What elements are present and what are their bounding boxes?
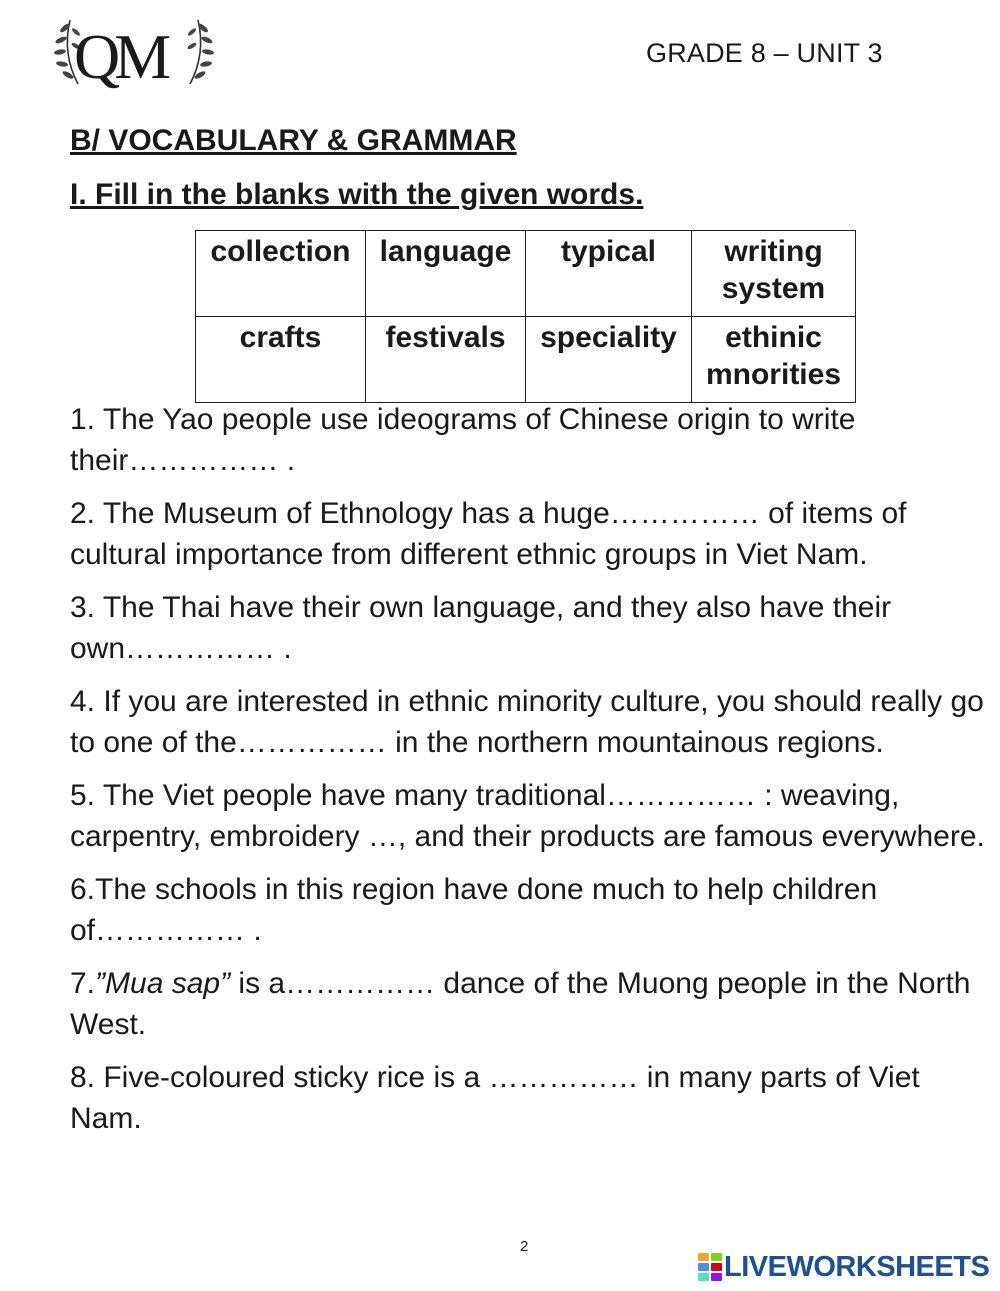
page-number: 2: [520, 1238, 529, 1255]
question-text: 8. Five-coloured sticky rice is a …………… in many parts of Viet Nam.: [70, 1061, 920, 1135]
question-item: [70, 964, 985, 1045]
grade-unit-label: GRADE 8 – UNIT 3: [646, 38, 883, 68]
qm-logo: [48, 14, 220, 94]
word-cell: collection: [196, 231, 366, 317]
liveworksheets-icon: [698, 1253, 722, 1281]
question-item: [70, 776, 985, 857]
question-text: 3. The Thai have their own language, and they also have their own…………… .: [70, 591, 892, 665]
question-item: [70, 682, 985, 763]
question-item: [70, 400, 985, 481]
word-cell: crafts: [196, 317, 366, 403]
question-text: 7.: [70, 967, 96, 1000]
question-italic-term: ”Mua sap”: [95, 967, 231, 1000]
question-item: [70, 494, 985, 575]
word-cell: speciality: [526, 317, 692, 403]
question-text: 5. The Viet people have many traditional…………… : weaving, carpentry, embroidery …, and their products are famous everywhere.: [70, 779, 985, 853]
question-item: [70, 588, 985, 669]
liveworksheets-logo: [698, 1250, 989, 1284]
question-text: 6.The schools in this region have done much to help children of…………… .: [70, 873, 878, 947]
word-box-row: [196, 317, 856, 403]
word-cell: typical: [526, 231, 692, 317]
question-item: [70, 1058, 985, 1139]
exercise-instruction: I. Fill in the blanks with the given words.: [70, 178, 644, 211]
word-box-row: [196, 231, 856, 317]
word-cell: festivals: [366, 317, 526, 403]
word-cell: ethinic mnorities: [692, 317, 856, 403]
question-list: [70, 400, 985, 1152]
question-text: is a…………… dance of the Muong people in the North West.: [70, 967, 971, 1041]
question-text: 1. The Yao people use ideograms of Chinese origin to write their…………… .: [70, 403, 856, 477]
word-cell: language: [366, 231, 526, 317]
word-box-table: [195, 230, 856, 403]
question-text: 2. The Museum of Ethnology has a huge…………… of items of cultural importance from different ethnic groups in Viet Nam.: [70, 497, 907, 571]
section-title: B/ VOCABULARY & GRAMMAR: [70, 124, 517, 157]
word-cell: writing system: [692, 231, 856, 317]
question-item: [70, 870, 985, 951]
logo-text: QM: [74, 21, 166, 92]
liveworksheets-brand: LIVEWORKSHEETS: [724, 1250, 990, 1283]
question-text: 4. If you are interested in ethnic minority culture, you should really go to one of the…………… in the northern mountainous regions.: [70, 685, 984, 759]
